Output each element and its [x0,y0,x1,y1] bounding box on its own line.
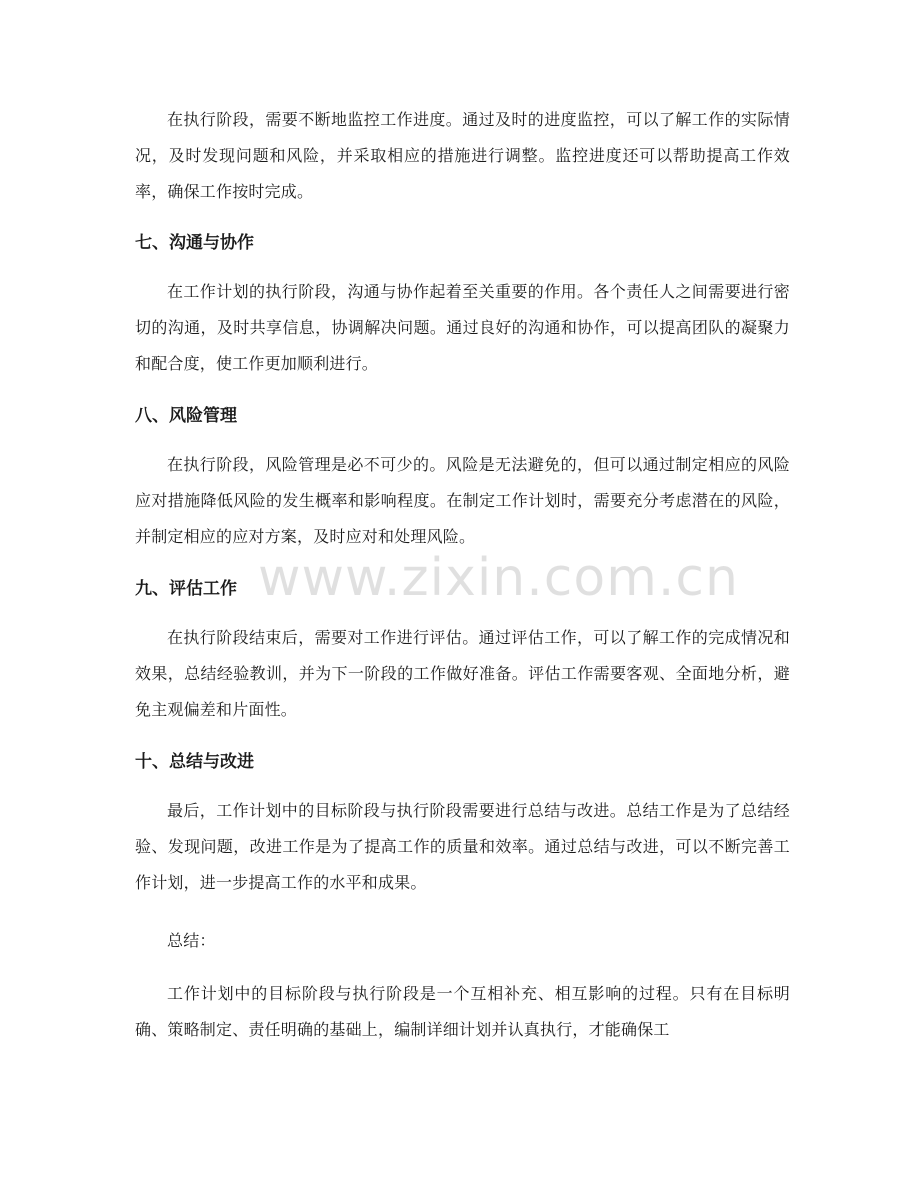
summary-label: 总结： [167,931,216,950]
summary-label-block [135,923,790,959]
section-heading: 九、评估工作 [135,579,237,599]
section-paragraph: 在执行阶段结束后，需要对工作进行评估。通过评估工作，可以了解工作的完成情况和效果，总结经验教训，并为下一阶段的工作做好准备。评估工作需要客观、全面地分析，避免主观偏差和片面性。 [135,628,790,719]
section-8-body [135,447,790,555]
section-paragraph: 在工作计划的执行阶段，沟通与协作起着至关重要的作用。各个责任人之间需要进行密切的沟通，及时共享信息，协调解决问题。通过良好的沟通和协作，可以提高团队的凝聚力和配合度，使工作更加顺利进行。 [135,282,790,373]
section-8 [135,404,790,428]
section-10-body [135,793,790,901]
section-heading: 七、沟通与协作 [135,233,254,253]
summary-paragraph: 工作计划中的目标阶段与执行阶段是一个互相补充、相互影响的过程。只有在目标明确、策略制定、责任明确的基础上，编制详细计划并认真执行，才能确保工 [135,984,790,1039]
section-9 [135,577,790,601]
section-paragraph: 在执行阶段，风险管理是必不可少的。风险是无法避免的，但可以通过制定相应的风险应对措施降低风险的发生概率和影响程度。在制定工作计划时，需要充分考虑潜在的风险，并制定相应的应对方案，及时应对和处理风险。 [135,455,790,546]
section-heading: 十、总结与改进 [135,752,254,772]
intro-paragraph: 在执行阶段，需要不断地监控工作进度。通过及时的进度监控，可以了解工作的实际情况，及时发现问题和风险，并采取相应的措施进行调整。监控进度还可以帮助提高工作效率，确保工作按时完成。 [135,110,790,201]
section-7 [135,231,790,255]
watermark: www.zixin.com.cn [258,548,739,608]
section-9-body [135,620,790,728]
section-paragraph: 最后，工作计划中的目标阶段与执行阶段需要进行总结与改进。总结工作是为了总结经验、发现问题，改进工作是为了提高工作的质量和效率。通过总结与改进，可以不断完善工作计划，进一步提高工作的水平和成果。 [135,801,790,892]
intro-block [135,102,790,210]
section-heading: 八、风险管理 [135,406,237,426]
section-10 [135,750,790,774]
summary-body [135,976,790,1048]
section-7-body [135,274,790,382]
